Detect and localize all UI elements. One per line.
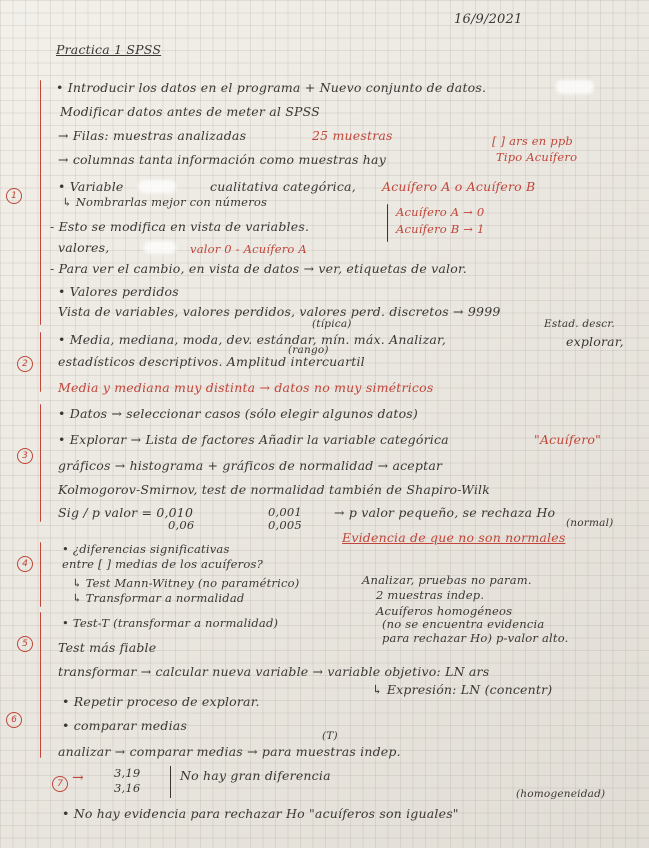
note-annotation: (típica) [312, 318, 352, 330]
section-number-4: 4 [17, 556, 33, 572]
note-line: • Datos → seleccionar casos (sólo elegir algunos datos) [58, 406, 418, 421]
note-line: • Introducir los datos en el programa + Nuevo conjunto de datos. [56, 80, 487, 95]
note-line: entre [ ] medias de los acuíferos? [62, 557, 263, 571]
note-line: 0,005 [268, 518, 302, 532]
note-line: • ¿diferencias significativas [62, 542, 230, 556]
note-line: • Variable [58, 179, 124, 194]
note-annotation: (rango) [288, 344, 329, 356]
note-annotation: (normal) [566, 517, 614, 529]
section-number-5: 5 [17, 636, 33, 652]
note-line: Test más fiable [58, 640, 157, 655]
note-line: 3,19 [114, 766, 141, 780]
brace-5 [40, 612, 41, 694]
brace-4 [40, 542, 41, 607]
note-line: ↳ Expresión: LN (concentr) [372, 682, 553, 697]
note-line: explorar, [566, 334, 624, 349]
note-line-red: valor 0 - Acuífero A [190, 242, 307, 256]
note-line-red: Evidencia de que no son normales [342, 530, 566, 545]
note-line: - Esto se modifica en vista de variables. [50, 219, 310, 234]
note-line: estadísticos descriptivos. Amplitud intercuartil [58, 354, 365, 369]
section-number-1: 1 [6, 188, 22, 204]
note-line: 3,16 [114, 781, 141, 795]
note-line-red: Media y mediana muy distinta → datos no muy simétricos [58, 380, 434, 395]
note-line: valores, [58, 240, 110, 255]
note-line: 2 muestras indep. [376, 588, 485, 602]
brace-1 [40, 80, 41, 325]
note-line-red: "Acuífero" [534, 432, 602, 447]
note-line: • Repetir proceso de explorar. [62, 694, 260, 709]
page-title: Practica 1 SPSS [56, 42, 162, 57]
note-line: • Media, mediana, moda, dev. estándar, mín. máx. Analizar, [58, 332, 447, 347]
note-line: → p valor pequeño, se rechaza Ho [334, 505, 556, 520]
note-line: para rechazar Ho) p-valor alto. [382, 631, 569, 645]
note-line: • Valores perdidos [58, 284, 179, 299]
note-annotation: Estad. descr. [544, 318, 615, 330]
brace-2 [40, 332, 41, 392]
note-line: Analizar, pruebas no param. [362, 573, 532, 587]
section-number-7: 7 [52, 776, 68, 792]
note-line: → columnas tanta información como muestras hay [58, 152, 386, 167]
note-line: • Explorar → Lista de factores Añadir la variable categórica [58, 432, 449, 447]
note-line: Acuíferos homogéneos [376, 604, 513, 618]
note-line: gráficos → histograma + gráficos de normalidad → aceptar [58, 458, 443, 473]
note-line: - Para ver el cambio, en vista de datos → ver, etiquetas de valor. [50, 261, 467, 276]
note-line: (no se encuentra evidencia [382, 617, 545, 631]
note-line: 0,06 [168, 518, 195, 532]
note-annotation: (homogeneidad) [516, 788, 606, 800]
section-number-2: 2 [17, 356, 33, 372]
brace-3 [40, 404, 41, 522]
note-line: ↳ Nombrarlas mejor con números [62, 195, 268, 209]
date: 16/9/2021 [454, 12, 523, 27]
redaction-blot [144, 241, 176, 254]
note-line: Vista de variables, valores perdidos, valores perd. discretos → 9999 [58, 304, 501, 319]
note-line: • No hay evidencia para rechazar Ho "acuíferos son iguales" [62, 806, 459, 821]
note-line: → Filas: muestras analizadas [58, 128, 247, 143]
brace-6 [40, 692, 41, 758]
note-line: transformar → calcular nueva variable → variable objetivo: LN ars [58, 664, 490, 679]
note-line: 0,001 [268, 505, 302, 519]
note-line: • comparar medias [62, 718, 188, 733]
note-line: No hay gran diferencia [180, 768, 331, 783]
note-line: Kolmogorov-Smirnov, test de normalidad también de Shapiro-Wilk [58, 482, 491, 497]
note-line: Modificar datos antes de meter al SPSS [60, 104, 320, 119]
note-line-red: Acuífero A o Acuífero B [382, 179, 536, 194]
note-line: • Test-T (transformar a normalidad) [62, 616, 279, 630]
note-line-red: [ ] ars en ppb [492, 134, 573, 148]
arrow-glyph: → [72, 770, 84, 786]
note-line-red: Tipo Acuífero [496, 150, 578, 164]
inline-divider [170, 766, 171, 798]
note-line: ↳ Test Mann-Witney (no paramétrico) [72, 576, 300, 590]
inline-brace [387, 204, 388, 242]
note-line: Sig / p valor = 0,010 [58, 505, 194, 520]
note-line-red: Acuífero B → 1 [396, 222, 485, 236]
redaction-blot [556, 80, 594, 94]
note-line: cualitativa categórica, [210, 179, 356, 194]
note-line: ↳ Transformar a normalidad [72, 591, 245, 605]
redaction-blot [138, 180, 176, 193]
section-number-3: 3 [17, 448, 33, 464]
section-number-6: 6 [6, 712, 22, 728]
note-line-red: 25 muestras [312, 128, 393, 143]
note-line-red: Acuífero A → 0 [396, 205, 485, 219]
note-annotation: (T) [322, 730, 338, 742]
note-line: analizar → comparar medias → para muestras indep. [58, 744, 401, 759]
